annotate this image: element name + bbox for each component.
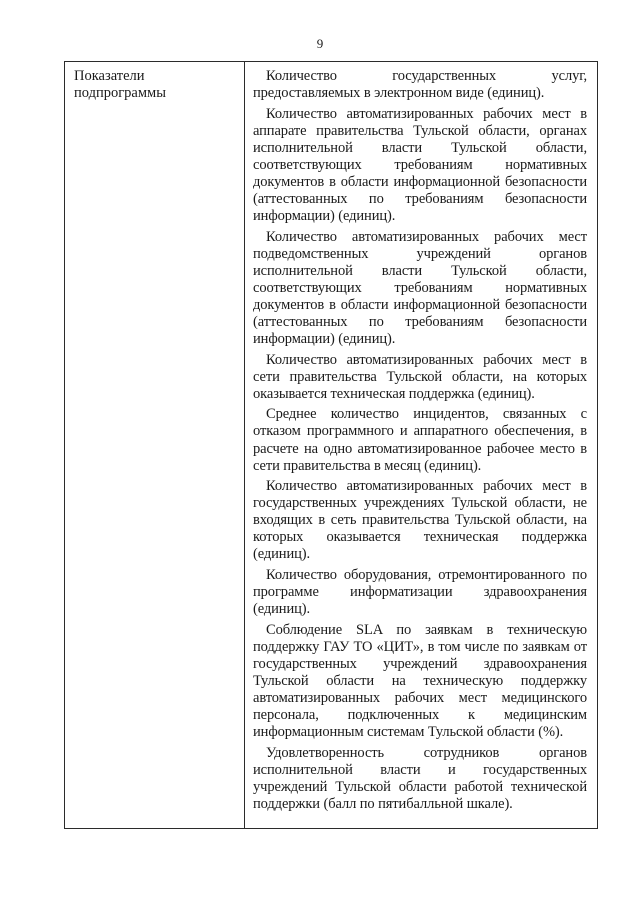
indicator-paragraph: Количество автоматизированных рабочих мест в сети правительства Тульской области, на которых оказывается техническая поддержка (единиц). (253, 351, 587, 402)
indicator-paragraph: Количество автоматизированных рабочих мест в государственных учреждениях Тульской области, не входящих в сеть правительства Тульской области, на которых оказывается техническая поддержка (единиц). (253, 478, 587, 563)
indicator-paragraph: Среднее количество инцидентов, связанных с отказом программного и аппаратного обеспечения, в расчете на одно автоматизированное рабочее место в сети правительства в месяц (единиц). (253, 406, 587, 474)
page-number: 9 (316, 36, 324, 51)
indicators-cell (245, 62, 597, 828)
indicators-table (64, 61, 598, 829)
indicator-paragraph: Количество оборудования, отремонтированного по программе информатизации здравоохранения (единиц). (253, 566, 587, 618)
indicator-paragraph: Количество государственных услуг, предоставляемых в электронном виде (единиц). (253, 68, 587, 102)
row-header-cell: Показатели подпрограммы (65, 62, 245, 828)
indicator-paragraph: Количество автоматизированных рабочих мест в аппарате правительства Тульской области, органах исполнительной власти Тульской области, соответствующих требованиям нормативных документов в области информационной безопасности (аттестованных по требованиям безопасности информации) (единиц). (253, 105, 587, 225)
indicator-paragraph: Удовлетворенность сотрудников органов исполнительной власти и государственных учреждений Тульской области работой технической поддержки (балл по пятибалльной шкале). (253, 744, 587, 812)
indicator-paragraph: Количество автоматизированных рабочих мест подведомственных учреждений органов исполнительной власти Тульской области, соответствующих требованиям нормативных документов в области информационной безопасности (аттестованных по требованиям безопасности информации) (единиц). (253, 228, 587, 348)
indicator-paragraph: Соблюдение SLA по заявкам в техническую поддержку ГАУ ТО «ЦИТ», в том числе по заявкам от государственных учреждений здравоохранения Тульской области на техническую поддержку автоматизированных рабочих мест медицинского персонала, подключенных к медицинским информационным системам Тульской области (%). (253, 621, 587, 741)
